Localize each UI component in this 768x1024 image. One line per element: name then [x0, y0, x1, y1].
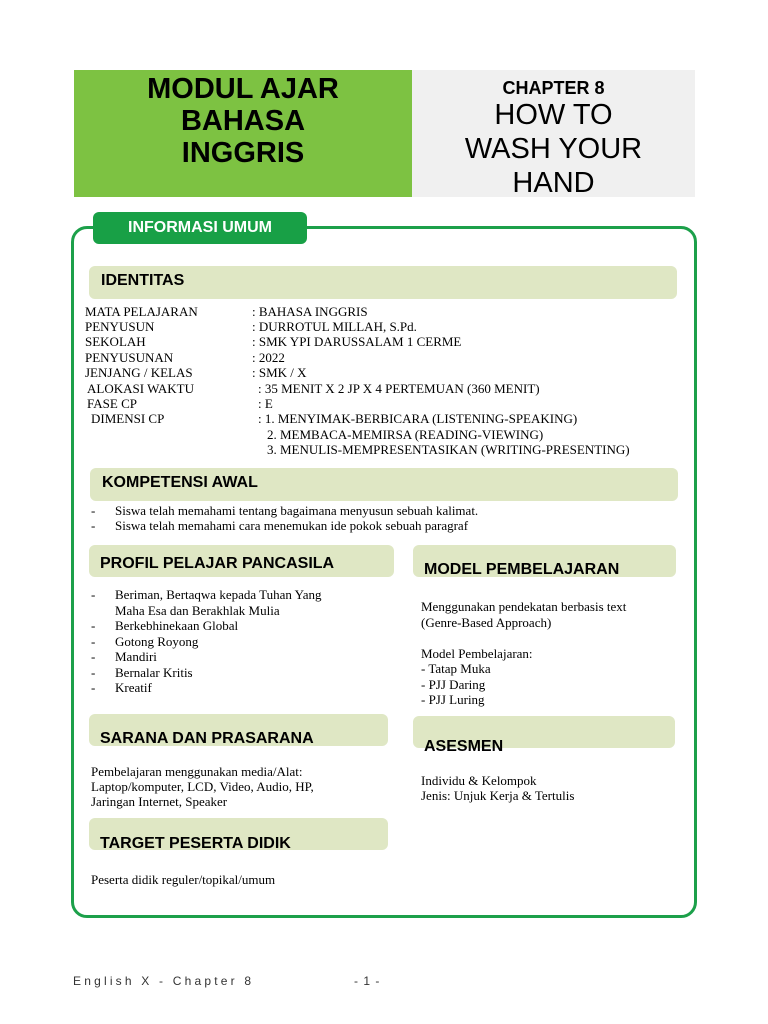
- model-text-line: - PJJ Daring: [421, 677, 486, 692]
- identity-label: MATA PELAJARAN: [85, 304, 198, 319]
- list-item: Beriman, Bertaqwa kepada Tuhan Yang: [115, 587, 322, 602]
- identity-value: : 35 MENIT X 2 JP X 4 PERTEMUAN (360 MENIT): [258, 381, 540, 396]
- module-title-line-2: BAHASA: [180, 105, 306, 137]
- list-item: Kreatif: [115, 680, 152, 695]
- list-item: Bernalar Kritis: [115, 665, 193, 680]
- model-text-line: Menggunakan pendekatan berbasis text: [421, 599, 627, 614]
- model-text-line: - Tatap Muka: [421, 661, 491, 676]
- title-block: [74, 70, 412, 197]
- model-pembelajaran-heading: MODEL PEMBELAJARAN: [424, 561, 620, 578]
- module-title-line-3: INGGRIS: [181, 137, 305, 169]
- identity-value: : 2022: [252, 350, 285, 365]
- dimensi-item: 2. MEMBACA-MEMIRSA (READING-VIEWING): [267, 427, 544, 442]
- list-bullet: -: [91, 680, 96, 695]
- list-item: Siswa telah memahami tentang bagaimana menyusun sebuah kalimat.: [115, 503, 479, 518]
- asesmen-text-line: Jenis: Unjuk Kerja & Tertulis: [421, 788, 575, 803]
- target-peserta-text: Peserta didik reguler/topikal/umum: [91, 872, 276, 887]
- identity-value: : 1. MENYIMAK-BERBICARA (LISTENING-SPEAKING): [258, 411, 578, 426]
- identity-value: : BAHASA INGGRIS: [252, 304, 368, 319]
- footer-label: English X - Chapter 8: [73, 974, 255, 988]
- profil-pelajar-bar: [89, 545, 394, 577]
- identitas-heading: IDENTITAS: [101, 272, 185, 289]
- dimensi-item: 3. MENULIS-MEMPRESENTASIKAN (WRITING-PRESENTING): [267, 442, 630, 457]
- model-pembelajaran-bar: [413, 545, 676, 577]
- identity-label: PENYUSUN: [85, 319, 155, 334]
- chapter-topic-line-3: HAND: [512, 167, 595, 199]
- list-bullet: -: [91, 503, 96, 518]
- kompetensi-awal-heading: KOMPETENSI AWAL: [102, 474, 258, 491]
- list-item-continuation: Maha Esa dan Berakhlak Mulia: [115, 603, 280, 618]
- identity-label: FASE CP: [87, 396, 137, 411]
- list-bullet: -: [91, 587, 96, 602]
- list-bullet: -: [91, 665, 96, 680]
- asesmen-text-line: Individu & Kelompok: [421, 773, 537, 788]
- asesmen-heading: ASESMEN: [424, 738, 504, 755]
- target-peserta-heading: TARGET PESERTA DIDIK: [100, 835, 291, 852]
- chapter-block: [412, 70, 695, 197]
- module-title-line-1: MODUL AJAR: [147, 73, 339, 105]
- identity-label: ALOKASI WAKTU: [87, 381, 195, 396]
- sarana-text-line: Pembelajaran menggunakan media/Alat:: [91, 764, 303, 779]
- kompetensi-awal-bar: [90, 468, 678, 501]
- identity-value: : SMK YPI DARUSSALAM 1 CERME: [252, 334, 462, 349]
- page-number: - 1 -: [354, 974, 381, 988]
- identity-label: DIMENSI CP: [91, 411, 165, 426]
- identity-value: : SMK / X: [252, 365, 307, 380]
- chapter-topic-line-2: WASH YOUR: [464, 133, 643, 165]
- identity-label: JENJANG / KELAS: [85, 365, 193, 380]
- identity-label: SEKOLAH: [85, 334, 146, 349]
- list-bullet: -: [91, 618, 96, 633]
- list-item: Gotong Royong: [115, 634, 199, 649]
- list-item: Mandiri: [115, 649, 157, 664]
- list-bullet: -: [91, 649, 96, 664]
- sarana-text-line: Jaringan Internet, Speaker: [91, 794, 228, 809]
- list-bullet: -: [91, 634, 96, 649]
- chapter-label: CHAPTER 8: [502, 78, 605, 98]
- target-peserta-bar: [89, 818, 388, 850]
- identity-value: : DURROTUL MILLAH, S.Pd.: [252, 319, 417, 334]
- model-text-line: - PJJ Luring: [421, 692, 485, 707]
- identity-value: : E: [258, 396, 273, 411]
- model-text-line: (Genre-Based Approach): [421, 615, 552, 630]
- list-item: Berkebhinekaan Global: [115, 618, 239, 633]
- informasi-umum-tag: INFORMASI UMUM: [93, 212, 307, 244]
- chapter-topic-line-1: HOW TO: [494, 99, 613, 131]
- sarana-prasarana-heading: SARANA DAN PRASARANA: [100, 730, 314, 747]
- identitas-bar: [89, 266, 677, 299]
- identity-label: PENYUSUNAN: [85, 350, 174, 365]
- sarana-text-line: Laptop/komputer, LCD, Video, Audio, HP,: [91, 779, 314, 794]
- asesmen-bar: [413, 716, 675, 755]
- list-item: Siswa telah memahami cara menemukan ide pokok sebuah paragraf: [115, 518, 469, 533]
- profil-pelajar-heading: PROFIL PELAJAR PANCASILA: [100, 555, 335, 572]
- model-text-line: Model Pembelajaran:: [421, 646, 533, 661]
- sarana-prasarana-bar: [89, 714, 388, 746]
- list-bullet: -: [91, 518, 96, 533]
